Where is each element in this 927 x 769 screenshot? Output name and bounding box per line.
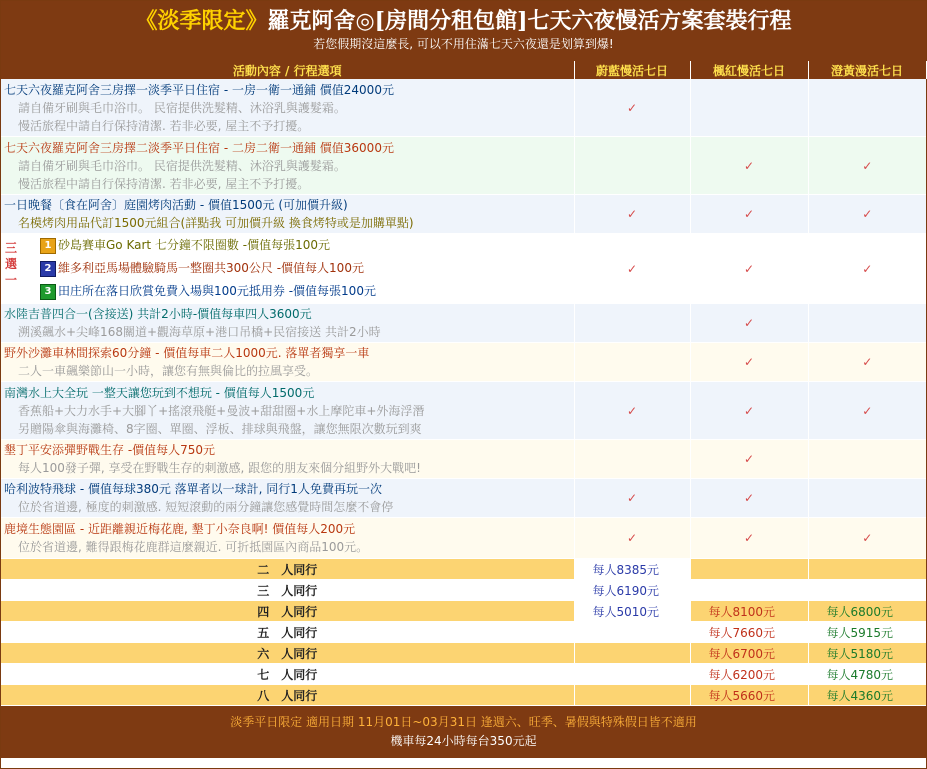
option-horse-riding: 2 維多利亞馬場體驗騎馬一整圈共300公尺 -價值每人100元 <box>4 257 574 280</box>
table-row <box>1 343 926 382</box>
check-icon: ✓ <box>690 343 808 382</box>
check-icon: ✓ <box>574 79 690 137</box>
row-title: 水陸吉普四合一(含接送) 共計2小時-價值每車四人3600元 <box>4 307 312 321</box>
price-row: 二 人同行 每人8385元 <box>1 559 926 580</box>
bbq-detail-link[interactable]: 名模烤肉用品代訂1500元組合(詳點我 可加價升級 換食烤特或是加購單點) <box>18 216 414 230</box>
price-row: 三 人同行 每人6190元 <box>1 580 926 601</box>
footer-validity: 淡季平日限定 適用日期 11月01日~03月31日 逢週六、旺季、暑假與特殊假日皆不適用 <box>230 715 697 729</box>
row-detail: 請自備牙刷與毛巾浴巾。 民宿提供洗髮精、沐浴乳與護髮霜。 <box>18 100 346 115</box>
row-title: 墾丁平安添彈野戰生存 -價值每人750元 <box>4 443 216 457</box>
check-icon: ✓ <box>690 137 808 195</box>
row-detail: 二人一車飆樂節山一小時，讓您有無與倫比的拉風享受。 <box>18 364 319 378</box>
table-row <box>1 304 926 343</box>
row-title: 七天六夜羅克阿舍三房擇一淡季平日住宿 - 一房一衛一通鋪 價值24000元 <box>4 82 394 97</box>
check-icon: ✓ <box>690 479 808 518</box>
col-plan2: 楓紅慢活七日 <box>690 61 808 79</box>
footer-banner <box>1 706 926 758</box>
table-row <box>1 195 926 234</box>
row-detail: 位於省道邊, 極度的刺激感. 短短滾動的兩分鐘讓您感覺時間怎麼不會停 <box>18 500 394 514</box>
footer-scooter-rate: 機車每24小時每台350元起 <box>390 734 537 748</box>
row-detail: 慢活旅程中請自行保持清潔. 若非必要, 屋主不予打擾。 <box>18 118 310 133</box>
header-banner <box>1 1 926 61</box>
check-icon: ✓ <box>690 382 808 440</box>
check-icon: ✓ <box>808 195 926 234</box>
row-title: 一日晚餐〔食在阿舍〕庭園烤肉活動 - 價值1500元 (可加價升級) <box>4 198 348 212</box>
table-row <box>1 479 926 518</box>
price-row: 七 人同行 每人6200元 每人4780元 <box>1 664 926 685</box>
check-icon: ✓ <box>690 234 808 304</box>
title-main: 羅克阿舍◎[房間分租包館]七天六夜慢活方案套裝行程 <box>267 8 792 34</box>
table-row <box>1 382 926 440</box>
check-icon: ✓ <box>574 382 690 440</box>
row-detail: 每人100發子彈, 享受在野戰生存的刺激感, 跟您的朋友來個分組野外大戰吧! <box>18 461 421 475</box>
check-icon: ✓ <box>690 518 808 559</box>
option-go-kart: 1 砂島賽車Go Kart 七分鐘不限圈數 -價值每張100元 <box>4 234 574 257</box>
row-title: 七天六夜羅克阿舍三房擇二淡季平日住宿 - 二房二衛一通鋪 價值36000元 <box>4 140 394 155</box>
check-icon: ✓ <box>574 234 690 304</box>
check-icon: ✓ <box>808 234 926 304</box>
title-highlight: 《淡季限定》 <box>135 8 268 34</box>
table-row <box>1 79 926 137</box>
row-detail: 慢活旅程中請自行保持清潔. 若非必要, 屋主不予打擾。 <box>18 176 310 191</box>
price-row: 五 人同行 每人7660元 每人5915元 <box>1 622 926 643</box>
row-title: 鹿境生態園區 - 近距離親近梅花鹿, 墾丁小奈良啊! 價值每人200元 <box>4 522 356 536</box>
check-icon: ✓ <box>808 343 926 382</box>
col-plan1: 蔚藍慢活七日 <box>574 61 690 79</box>
col-activity: 活動內容 / 行程選項 <box>1 61 574 79</box>
col-plan3: 澄黃漫活七日 <box>808 61 926 79</box>
check-icon: ✓ <box>690 195 808 234</box>
table-row <box>1 440 926 479</box>
price-row: 六 人同行 每人6700元 每人5180元 <box>1 643 926 664</box>
itinerary-table <box>1 61 927 706</box>
row-detail: 香蕉船+大力水手+大腳丫+搖滾飛艇+曼波+甜甜圈+水上摩陀車+外海浮潛 <box>18 403 425 418</box>
price-row: 八 人同行 每人5660元 每人4360元 <box>1 685 926 706</box>
check-icon: ✓ <box>574 195 690 234</box>
row-detail: 請自備牙刷與毛巾浴巾。 民宿提供洗髮精、沐浴乳與護髮霜。 <box>18 158 346 173</box>
table-header <box>1 61 926 79</box>
check-icon: ✓ <box>808 518 926 559</box>
check-icon: ✓ <box>574 518 690 559</box>
option-sunset: 3 田庄所在落日欣賞免費入場與100元抵用券 -價值每張100元 <box>4 280 574 303</box>
row-detail: 另贈陽傘與海灘椅、8字圈、單圈、浮板、排球與飛盤，讓您無限次數玩到爽 <box>18 421 422 436</box>
number-1-icon: 1 <box>40 238 56 254</box>
table-row <box>1 137 926 195</box>
row-title: 野外沙灘車林間探索60分鐘 - 價值每車二人1000元. 落單者獨享一車 <box>4 346 370 360</box>
pick-one-label: 三選一 <box>5 241 18 287</box>
check-icon: ✓ <box>690 440 808 479</box>
table-row <box>1 518 926 559</box>
check-icon: ✓ <box>574 479 690 518</box>
number-2-icon: 2 <box>40 261 56 277</box>
table-row <box>1 234 926 304</box>
row-title: 哈利波特飛球 - 價值每球380元 落單者以一球計, 同行1人免費再玩一次 <box>4 482 382 496</box>
row-detail: 位於省道邊, 難得跟梅花鹿群這麼親近. 可折抵園區內商品100元。 <box>18 540 369 554</box>
check-icon: ✓ <box>808 137 926 195</box>
price-row: 四 人同行 每人5010元 每人8100元 每人6800元 <box>1 601 926 622</box>
row-title: 南灣水上大全玩 一整天讓您玩到不想玩 - 價值每人1500元 <box>4 385 315 400</box>
check-icon: ✓ <box>808 382 926 440</box>
row-detail: 溯溪飆水+尖峰168關道+觀海草原+港口吊橋+民宿接送 共計2小時 <box>18 325 381 339</box>
check-icon: ✓ <box>690 304 808 343</box>
page-subtitle: 若您假期沒這麼長, 可以不用住滿七天六夜還是划算到爆! <box>313 37 614 51</box>
number-3-icon: 3 <box>40 284 56 300</box>
page-title <box>1 1 926 35</box>
